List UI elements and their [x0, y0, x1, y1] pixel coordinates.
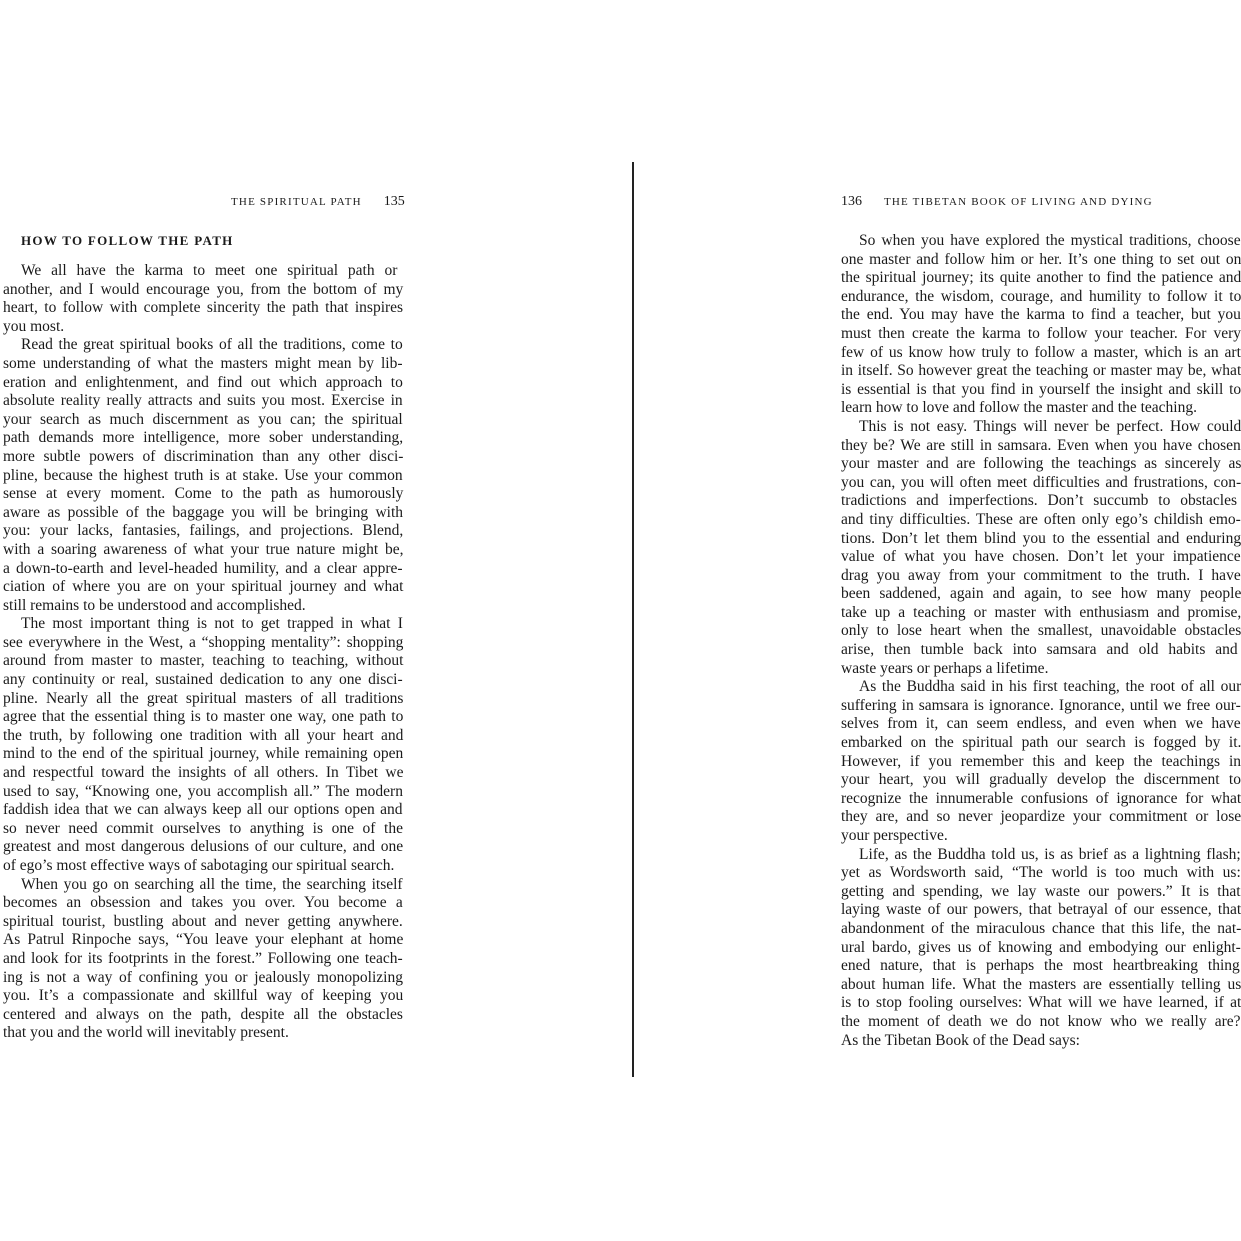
- text-line: faddish idea that we can always keep all our options open and: [3, 801, 403, 819]
- text-line: you: your lacks, fantasies, failings, and projections. Blend,: [3, 522, 404, 540]
- text-line: becomes an obsession and takes you over. You become a: [3, 894, 403, 912]
- body-text: [841, 232, 1241, 1050]
- text-line: When you go on searching all the time, the searching itself: [21, 875, 403, 893]
- text-line: However, if you remember this and keep the teachings in: [841, 752, 1241, 770]
- text-line: tions. Don’t let them blind you to the essential and enduring: [841, 529, 1241, 547]
- text-line: one master and follow him or her. It’s one thing to set out on: [841, 250, 1241, 268]
- text-line: As the Tibetan Book of the Dead says:: [841, 1031, 1080, 1049]
- text-line: you. It’s a compassionate and skillful way of keeping you: [3, 987, 404, 1005]
- running-title: THE SPIRITUAL PATH: [231, 196, 362, 208]
- text-line: more subtle powers of discrimination than any other disci-: [3, 447, 404, 465]
- text-line: We all have the karma to meet one spiritual path or: [21, 262, 398, 279]
- text-line: tradictions and imperfections. Don’t succumb to obstacles: [841, 492, 1238, 510]
- text-line: getting and spending, we lay waste our powers.” It is that: [841, 882, 1241, 900]
- text-line: learn how to love and follow the master and the teaching.: [841, 399, 1197, 417]
- text-line: absolute reality really attracts and suits you most. Exercise in: [3, 392, 403, 410]
- text-line: is essential is that you find in yourself the insight and skill to: [841, 380, 1241, 398]
- text-line: greatest and most dangerous delusions of our culture, and one: [3, 838, 404, 856]
- text-line: ural bardo, gives us of knowing and embodying our enlight-: [841, 938, 1241, 956]
- page-number: 136: [841, 194, 862, 209]
- text-line: been saddened, again and again, to see how many people: [841, 585, 1241, 603]
- text-line: another, and I would encourage you, from the bottom of my: [3, 280, 404, 298]
- text-line: endurance, the wisdom, courage, and humility to follow it to: [841, 287, 1241, 305]
- text-line: that you and the world will inevitably present.: [3, 1024, 289, 1042]
- text-line: you can, you will often meet difficulties and frustrations, con-: [841, 473, 1241, 491]
- text-line: the truth, by following one tradition with all your heart and: [3, 726, 404, 744]
- text-line: with a soaring awareness of what your true nature might be,: [3, 540, 404, 558]
- text-line: they be? We are still in samsara. Even when you have chosen: [841, 436, 1241, 454]
- text-line: your heart, you will gradually develop the discernment to: [841, 771, 1241, 789]
- text-line: the end. You may have the karma to find a teacher, but you: [841, 306, 1241, 324]
- text-line: Life, as the Buddha told us, is as brief as a lightning flash;: [859, 845, 1241, 863]
- body-text: [3, 262, 403, 1043]
- text-line: As the Buddha said in his first teaching, the root of all our: [859, 678, 1241, 696]
- text-line: still remains to be understood and accomplished.: [3, 596, 306, 614]
- running-title: THE TIBETAN BOOK OF LIVING AND DYING: [883, 196, 1153, 208]
- text-line: a down-to-earth and level-headed humility, and a clear appre-: [3, 559, 403, 577]
- text-line: your master and are following the teachings as sincerely as: [841, 455, 1241, 473]
- text-line: must then create the karma to follow your teacher. For very: [841, 324, 1241, 342]
- text-line: arise, then tumble back into samsara and old habits and: [841, 641, 1238, 659]
- text-line: the spiritual journey; its quite another to find the patience and: [841, 269, 1241, 287]
- text-line: As Patrul Rinpoche says, “You leave your elephant at home: [3, 931, 404, 949]
- text-line: used to say, “Knowing one, you accomplish all.” The modern: [3, 782, 403, 800]
- text-line: only to lose heart when the smallest, unavoidable obstacles: [841, 622, 1241, 640]
- text-line: eration and enlightenment, and find out which approach to: [3, 373, 403, 391]
- text-line: value of what you have chosen. Don’t let your impatience: [841, 548, 1241, 566]
- text-line: of ego’s most effective ways of sabotaging our spiritual search.: [3, 857, 395, 874]
- running-head-left: [231, 194, 405, 210]
- text-line: and tiny difficulties. These are often only ego’s childish emo-: [841, 510, 1241, 528]
- text-line: abandonment of the miraculous chance that this life, the nat-: [841, 919, 1241, 937]
- text-line: the moment of death we do not know who we really are?: [841, 1012, 1241, 1030]
- text-line: is to stop fooling ourselves: What will we have learned, if at: [841, 994, 1241, 1012]
- text-line: recognize the innumerable confusions of ignorance for what: [841, 789, 1241, 807]
- gutter-divider: [632, 162, 634, 1077]
- text-line: your perspective.: [841, 827, 948, 844]
- text-line: waste years or perhaps a lifetime.: [841, 659, 1049, 677]
- text-line: in itself. So however great the teaching or master may be, what: [841, 362, 1241, 380]
- text-line: centered and always on the path, despite all the obstacles: [3, 1005, 403, 1023]
- text-line: agree that the essential thing is to master one way, one path to: [3, 708, 404, 726]
- text-line: ened nature, that is perhaps the most heartbreaking thing: [841, 957, 1240, 975]
- text-line: about human life. What the masters are essentially telling us: [841, 975, 1241, 993]
- text-line: and look for its footprints in the forest.” Following one teach-: [3, 949, 403, 967]
- text-line: Read the great spiritual books of all the traditions, come to: [21, 336, 403, 354]
- text-line: embarked on the spiritual path our search is fogged by it.: [841, 734, 1241, 752]
- text-line: yet as Wordsworth said, “The world is too much with us:: [841, 864, 1241, 882]
- text-line: This is not easy. Things will never be perfect. How could: [859, 417, 1241, 435]
- text-line: mind to the end of the spiritual journey, while remaining open: [3, 745, 404, 763]
- text-line: they are, and so never jeopardize your commitment or lose: [841, 808, 1241, 826]
- text-line: you most.: [3, 317, 65, 335]
- text-line: ciation of where you are on your spiritual journey and what: [3, 578, 404, 596]
- text-line: any continuity or real, sustained dedication to any one disci-: [3, 671, 403, 689]
- text-line: The most important thing is not to get trapped in what I: [21, 615, 403, 633]
- text-line: take up a teaching or master with enthusiasm and promise,: [841, 603, 1241, 621]
- text-line: laying waste of our powers, that betrayal of our essence, that: [841, 901, 1241, 919]
- text-line: so never need commit ourselves to anything is one of the: [3, 819, 403, 837]
- text-line: around from master to master, teaching to teaching, without: [3, 652, 404, 670]
- text-line: see everywhere in the West, a “shopping mentality”: shopping: [3, 633, 404, 651]
- page-number: 135: [383, 194, 405, 209]
- text-line: and respectful toward the insights of all others. In Tibet we: [3, 764, 404, 782]
- text-line: pline. Nearly all the great spiritual masters of all traditions: [3, 689, 404, 707]
- text-line: pline, because the highest truth is at stake. Use your common: [3, 466, 403, 484]
- running-head-right: [841, 194, 1153, 210]
- text-line: sense at every moment. Come to the path as humorously: [3, 485, 404, 503]
- text-line: heart, to follow with complete sincerity the path that inspires: [3, 299, 404, 317]
- section-heading: HOW TO FOLLOW THE PATH: [21, 233, 234, 248]
- text-line: suffering in samsara is ignorance. Ignorance, until we free our-: [841, 696, 1241, 714]
- text-line: some understanding of what the masters might mean by lib-: [3, 354, 403, 372]
- text-line: aware as possible of the baggage you will be bringing with: [3, 503, 404, 521]
- text-line: drag you away from your commitment to the truth. I have: [841, 566, 1241, 584]
- text-line: So when you have explored the mystical traditions, choose: [859, 232, 1241, 249]
- text-line: spiritual tourist, bustling about and never getting anywhere.: [3, 912, 403, 930]
- text-line: ing is not a way of confining you or jealously monopolizing: [3, 968, 403, 986]
- text-line: selves from it, can seem endless, and even when we have: [841, 715, 1241, 733]
- text-line: few of us know how truly to follow a master, which is an art: [841, 343, 1241, 361]
- text-line: path demands more intelligence, more sober understanding,: [3, 429, 404, 447]
- text-line: your search as much discernment as you can; the spiritual: [3, 410, 403, 428]
